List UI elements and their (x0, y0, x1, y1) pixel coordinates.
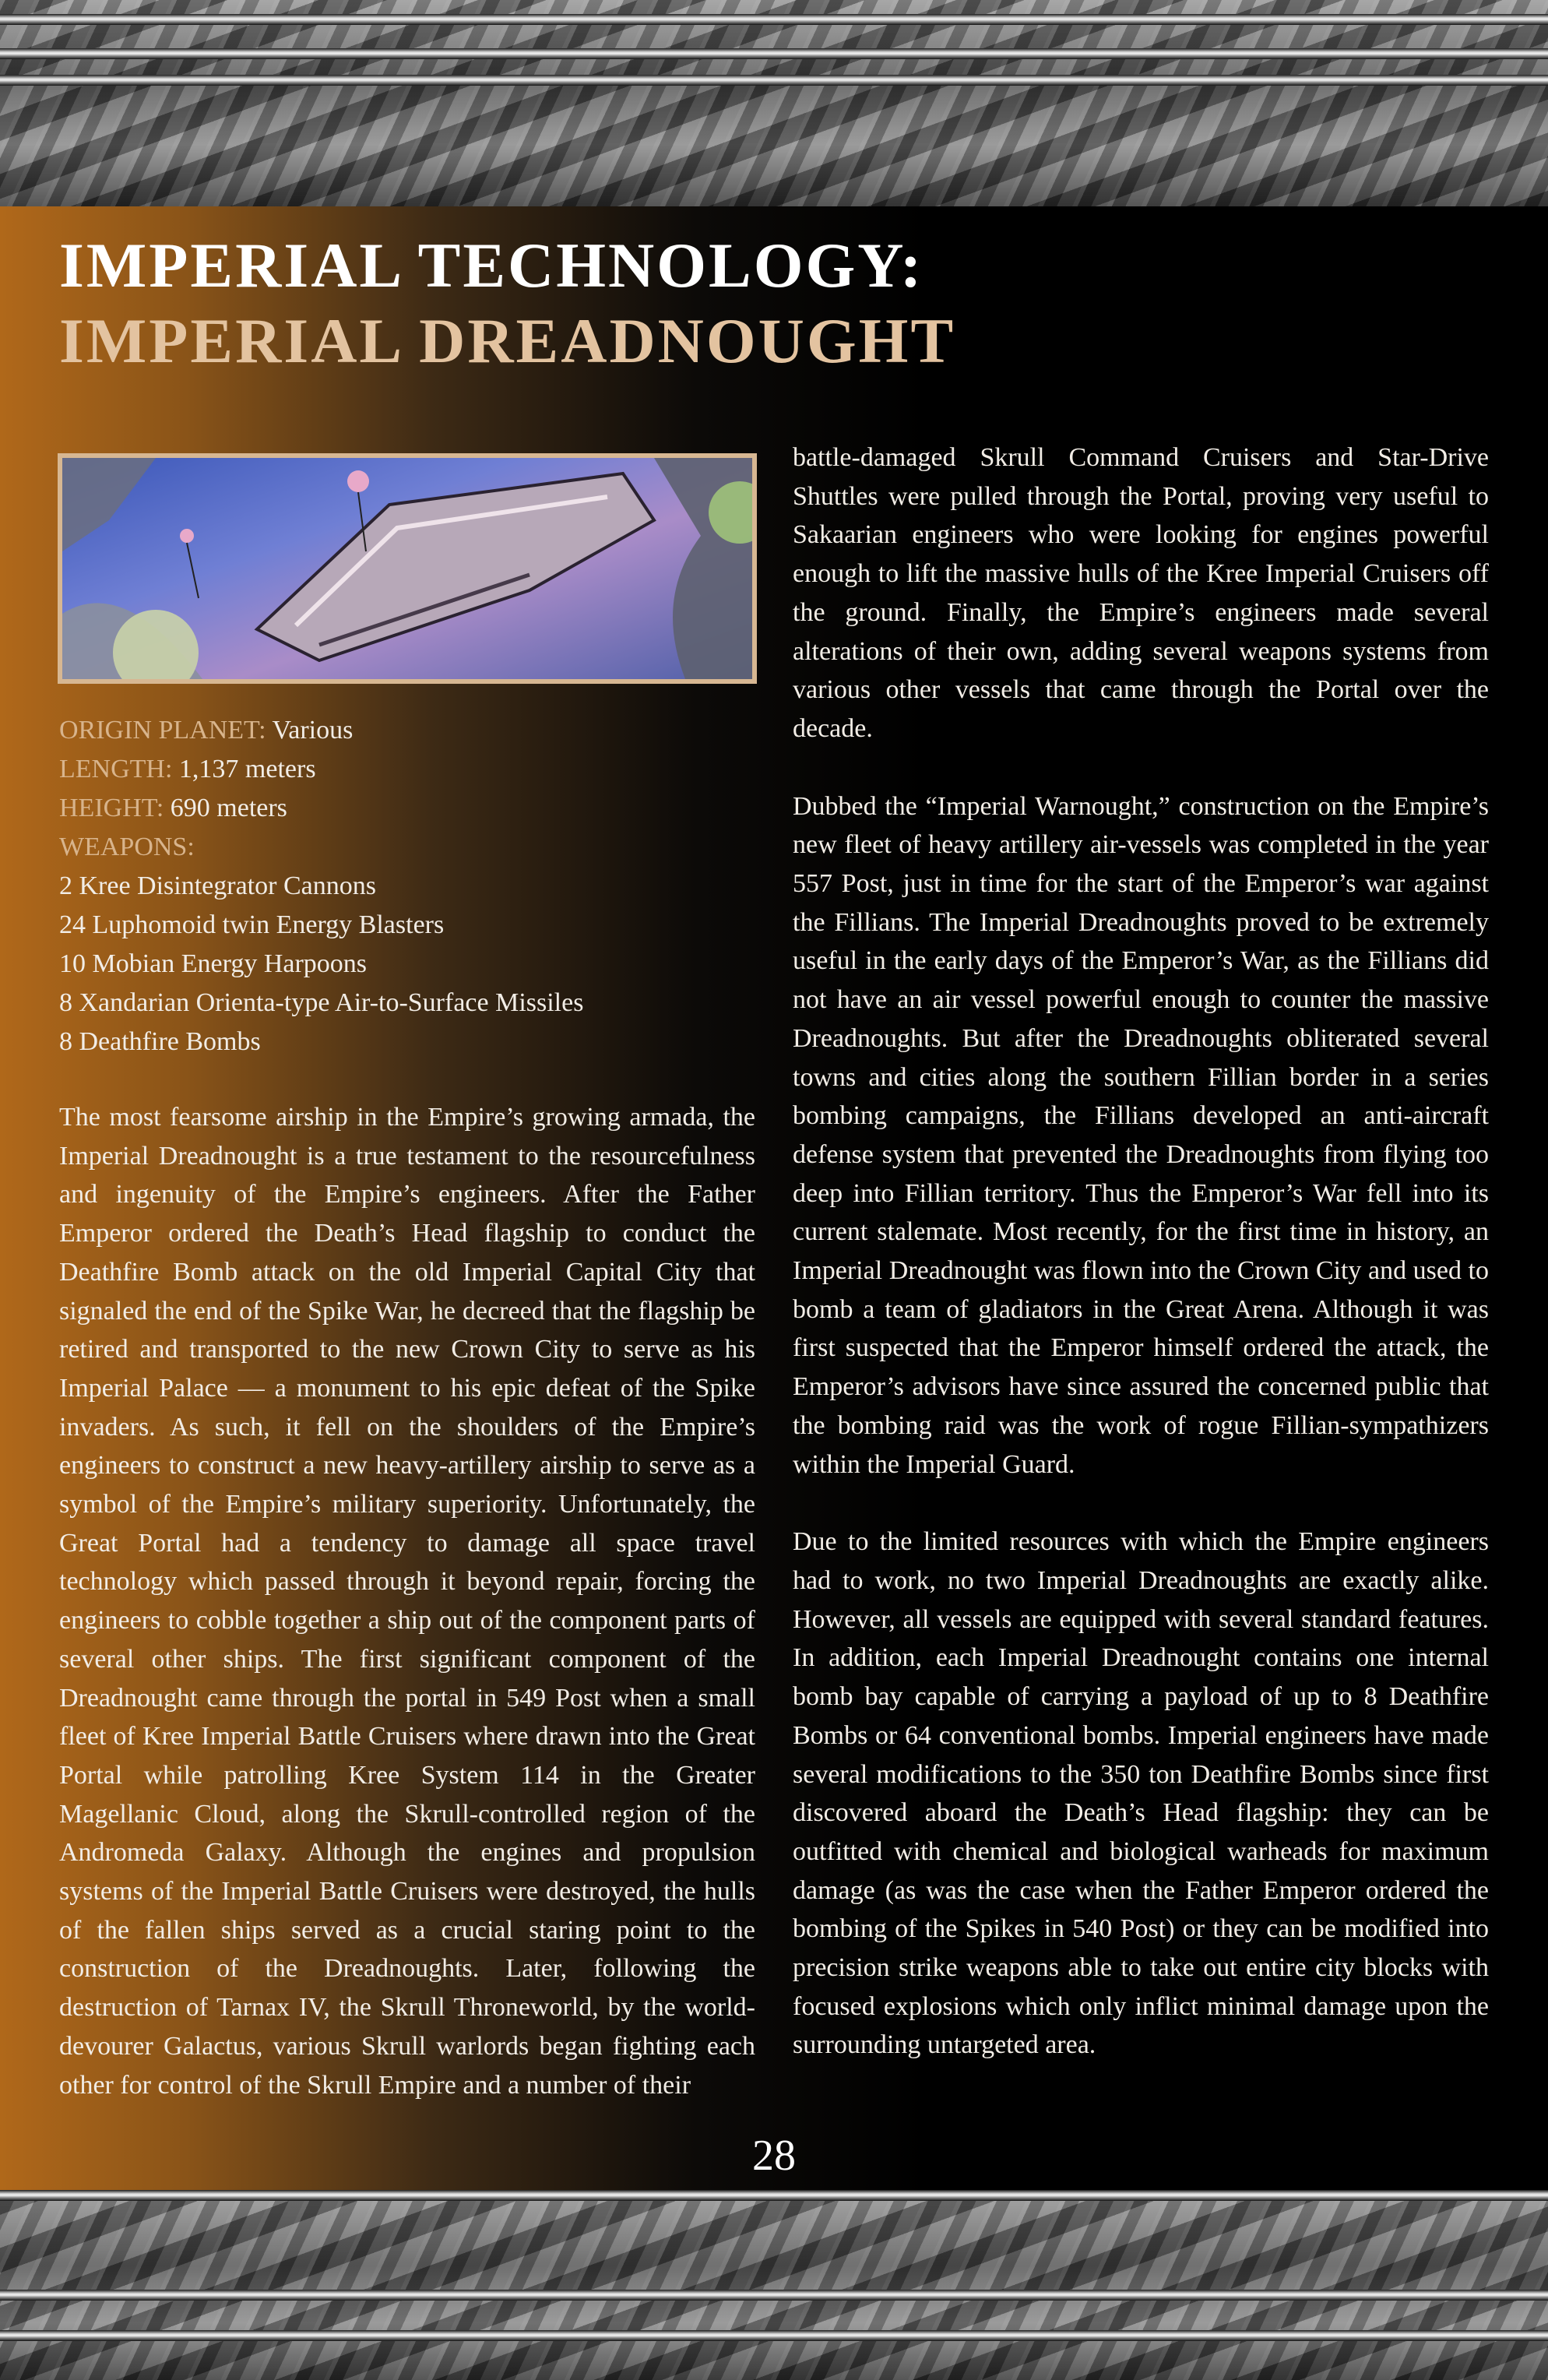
spec-height-row (59, 789, 776, 828)
body-paragraph: The most fearsome airship in the Empire’s growing armada, the Imperial Dreadnought is a true testament to the resourcefulness and ingenuity of the Empire’s engineers. After the Father Emperor ordered the Death’s Head flagship to conduct the Deathfire Bomb attack on the old Imperial Capital City that signaled the end of the Spike War, he decreed that the flagship be retired and transported to the new Crown City to serve as his Imperial Palace — a monument to his epic defeat of the Spike invaders. As such, it fell on the shoulders of the Empire’s engineers to construct a new heavy-artillery airship to serve as a symbol of the Empire’s military superiority. Unfortunately, the Great Portal had a tendency to damage all space travel technology which passed through it beyond repair, forcing the engineers to cobble together a ship out of the component parts of several other ships. The first significant component of the Dreadnought came through the portal in 549 Post when a small fleet of Kree Imperial Battle Cruisers where drawn into the Great Portal while patrolling Kree System 114 in the Greater Magellanic Cloud, along the Skrull-controlled region of the Andromeda Galaxy. Although the engines and propulsion systems of the Imperial Battle Cruisers were destroyed, the hulls of the fallen ships served as a crucial staring point to the construction of the Dreadnoughts. Later, following the destruction of Tarnax IV, the Skrull Throneworld, by the world-devourer Galactus, various Skrull warlords began fighting each other for control of the Skrull Empire and a number of their (59, 1103, 755, 2100)
height-value: 690 meters (164, 794, 287, 822)
page-subtitle: IMPERIAL DREADNOUGHT (59, 305, 956, 376)
left-text-column (59, 1098, 755, 2143)
right-text-column (793, 438, 1489, 2104)
weapon-item: 8 Deathfire Bombs (59, 1027, 261, 1056)
dreadnought-illustration (58, 453, 757, 684)
page-title: IMPERIAL TECHNOLOGY: (59, 230, 924, 301)
weapons-label: WEAPONS: (59, 833, 195, 861)
marble-header-band (0, 0, 1548, 206)
length-value: 1,137 meters (172, 755, 316, 783)
footer-rail-middle (0, 2290, 1548, 2301)
body-paragraph: battle-damaged Skrull Command Cruisers and Star-Drive Shuttles were pulled through the Portal, proving very useful to Sakaarian engineers who were looking for engines powerful enough to lift the massive hulls of the Kree Imperial Cruisers off the ground. Finally, the Empire’s engineers made several alterations of their own, adding several weapons systems from various other vessels that came through the Portal over the decade. (793, 443, 1489, 743)
weapon-item: 2 Kree Disintegrator Cannons (59, 871, 376, 900)
spec-origin-row (59, 711, 776, 750)
length-label: LENGTH: (59, 755, 173, 783)
header-rail-middle (0, 48, 1548, 59)
body-paragraph: Due to the limited resources with which the Empire engineers had to work, no two Imperial Dreadnoughts are exactly alike. However, all vessels are equipped with several standard features. In addition, each Imperial Dreadnought contains one internal bomb bay capable of carrying a payload of up to 8 Deathfire Bombs or 64 conventional bombs. Imperial engineers have made several modifications to the 350 ton Deathfire Bombs since first discovered aboard the Death’s Head flagship: they can be outfitted with chemical and biological warheads for maximum damage (as was the case when the Father Emperor ordered the bombing of the Spikes in 540 Post) or they can be modified into precision strike weapons able to take out entire city blocks with focused explosions which only inflict minimal damage upon the surrounding untargeted area. (793, 1527, 1489, 2060)
header-rail-top (0, 14, 1548, 25)
spec-length-row (59, 750, 776, 789)
weapon-item: 10 Mobian Energy Harpoons (59, 949, 368, 978)
origin-value: Various (266, 716, 354, 745)
weapon-item: 24 Luphomoid twin Energy Blasters (59, 910, 445, 939)
height-label: HEIGHT: (59, 794, 164, 822)
footer-rail-top (0, 2190, 1548, 2201)
spec-list (59, 711, 776, 1061)
origin-label: ORIGIN PLANET: (59, 716, 266, 745)
weapon-item: 8 Xandarian Orienta-type Air-to-Surface Missiles (59, 988, 584, 1017)
header-rail-lower (0, 75, 1548, 86)
body-paragraph: Dubbed the “Imperial Warnought,” construction on the Empire’s new fleet of heavy artillery air-vessels was completed in the year 557 Post, just in time for the start of the Emperor’s war against the Fillians. The Imperial Dreadnoughts proved to be extremely useful in the early days of the Emperor’s War, as the Fillians did not have an air vessel powerful enough to counter the massive Dreadnoughts. But after the Dreadnoughts obliterated several towns and cities along the southern Fillian border in a series bombing campaigns, the Fillians developed an anti-aircraft defense system that prevented the Dreadnoughts from flying too deep into Fillian territory. Thus the Emperor’s War fell into its current stalemate. Most recently, for the first time in history, an Imperial Dreadnought was flown into the Crown City and used to bomb a team of gladiators in the Great Arena. Although it was first suspected that the Emperor himself ordered the attack, the Emperor’s advisors have since assured the concerned public that the bombing raid was the work of rogue Fillian-sympathizers within the Imperial Guard. (793, 791, 1489, 1479)
marble-footer-band (0, 2190, 1548, 2380)
page-number: 28 (752, 2132, 796, 2180)
footer-rail-lower (0, 2330, 1548, 2341)
